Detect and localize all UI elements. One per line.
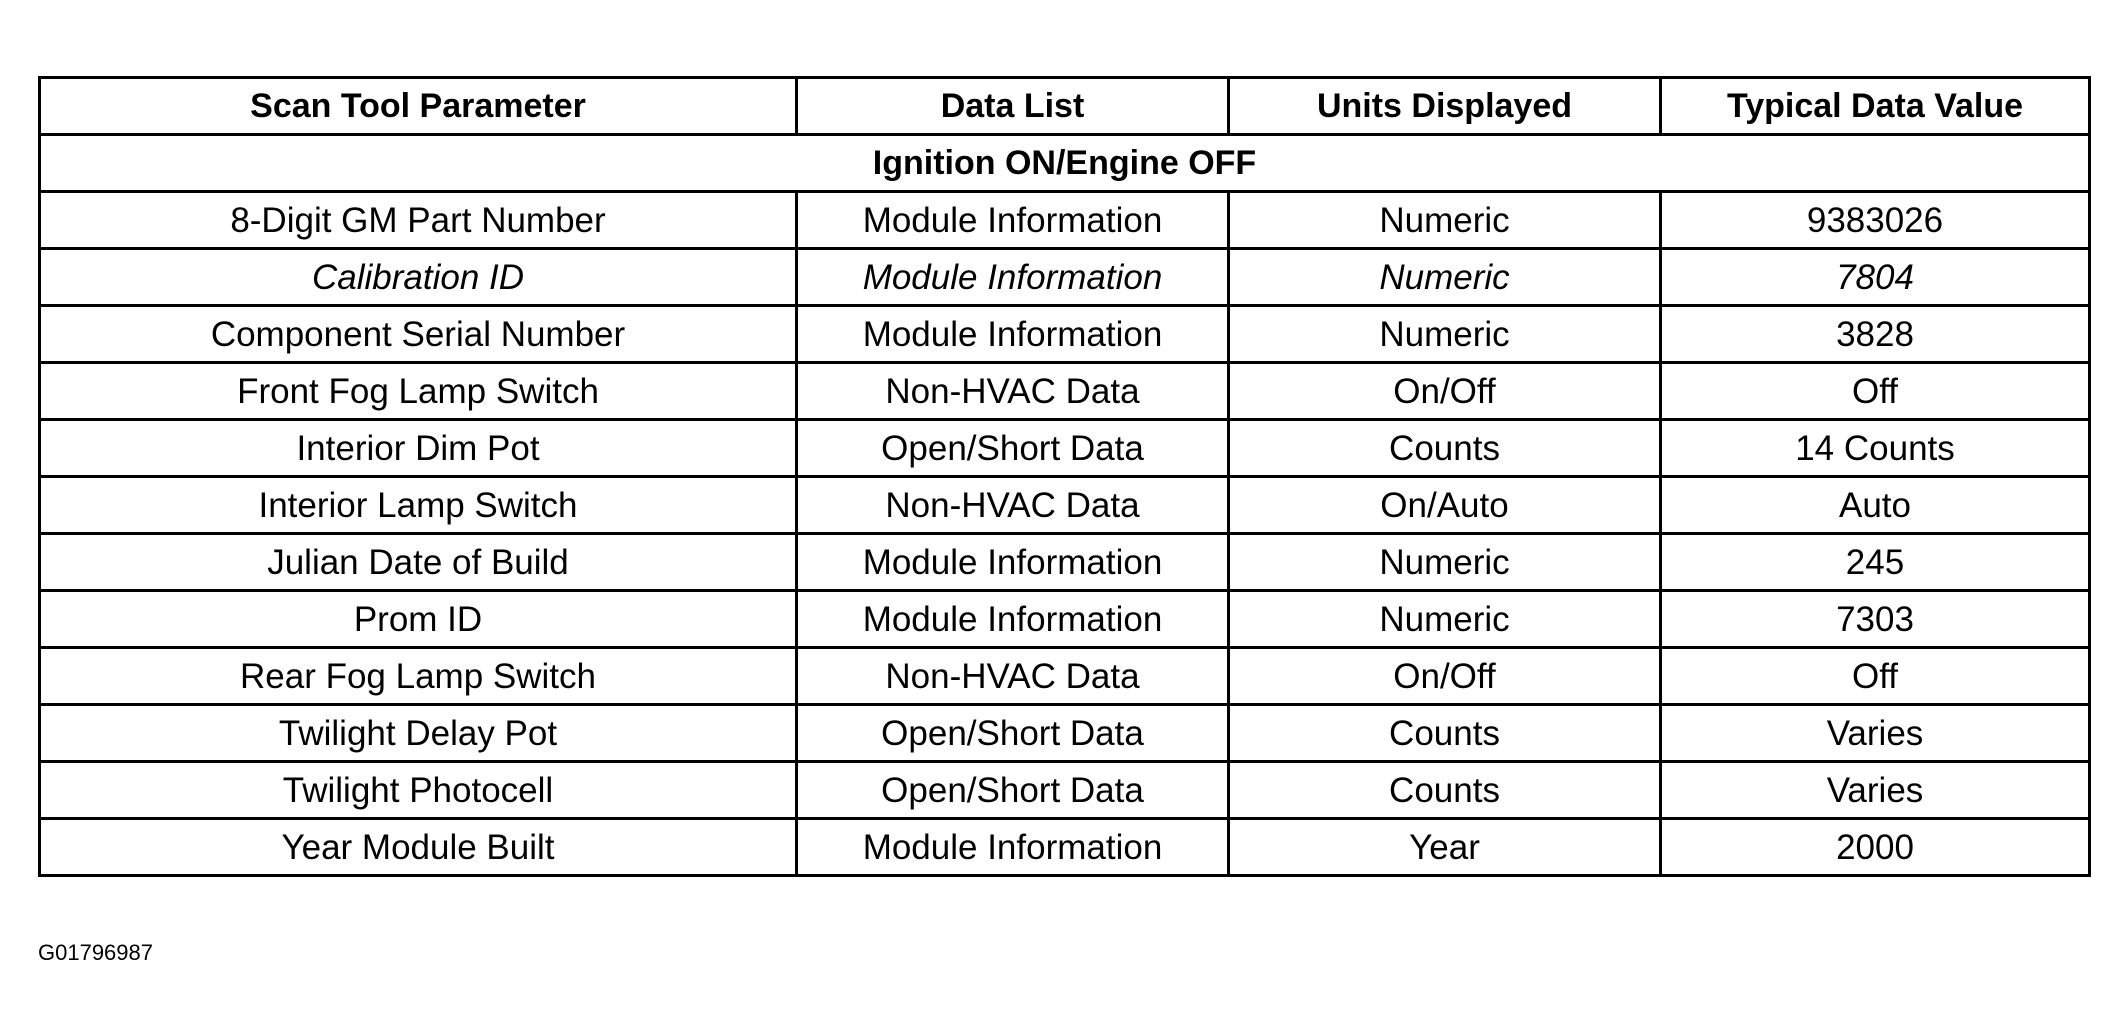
table-row	[40, 249, 2090, 306]
cell-typical-value: 2000	[1661, 819, 2090, 876]
cell-units: On/Off	[1229, 648, 1661, 705]
section-row	[40, 135, 2090, 192]
cell-parameter: 8-Digit GM Part Number	[40, 192, 797, 249]
cell-data-list: Open/Short Data	[797, 705, 1229, 762]
cell-typical-value: 245	[1661, 534, 2090, 591]
cell-parameter: Interior Lamp Switch	[40, 477, 797, 534]
table-body	[40, 135, 2090, 876]
cell-typical-value: Off	[1661, 363, 2090, 420]
cell-typical-value: 7804	[1661, 249, 2090, 306]
table-row	[40, 534, 2090, 591]
cell-units: Numeric	[1229, 591, 1661, 648]
cell-parameter: Rear Fog Lamp Switch	[40, 648, 797, 705]
cell-typical-value: Varies	[1661, 762, 2090, 819]
table-row	[40, 306, 2090, 363]
header-scan-tool-parameter: Scan Tool Parameter	[40, 78, 797, 135]
cell-data-list: Non-HVAC Data	[797, 648, 1229, 705]
cell-data-list: Module Information	[797, 306, 1229, 363]
cell-data-list: Open/Short Data	[797, 420, 1229, 477]
cell-parameter: Prom ID	[40, 591, 797, 648]
cell-parameter: Twilight Delay Pot	[40, 705, 797, 762]
cell-parameter: Front Fog Lamp Switch	[40, 363, 797, 420]
header-units-displayed: Units Displayed	[1229, 78, 1661, 135]
cell-units: Numeric	[1229, 306, 1661, 363]
cell-parameter: Calibration ID	[40, 249, 797, 306]
cell-data-list: Module Information	[797, 819, 1229, 876]
cell-data-list: Module Information	[797, 591, 1229, 648]
cell-units: Numeric	[1229, 249, 1661, 306]
cell-units: On/Auto	[1229, 477, 1661, 534]
table-row	[40, 762, 2090, 819]
cell-data-list: Module Information	[797, 249, 1229, 306]
cell-typical-value: Varies	[1661, 705, 2090, 762]
header-row	[40, 78, 2090, 135]
table-row	[40, 420, 2090, 477]
table-row	[40, 477, 2090, 534]
cell-units: Year	[1229, 819, 1661, 876]
cell-units: Numeric	[1229, 192, 1661, 249]
header-data-list: Data List	[797, 78, 1229, 135]
cell-parameter: Julian Date of Build	[40, 534, 797, 591]
cell-units: Numeric	[1229, 534, 1661, 591]
scan-tool-data-table-container	[38, 76, 2088, 877]
cell-typical-value: 3828	[1661, 306, 2090, 363]
cell-data-list: Non-HVAC Data	[797, 363, 1229, 420]
cell-parameter: Component Serial Number	[40, 306, 797, 363]
cell-data-list: Open/Short Data	[797, 762, 1229, 819]
table-row	[40, 648, 2090, 705]
table-row	[40, 591, 2090, 648]
cell-parameter: Interior Dim Pot	[40, 420, 797, 477]
cell-parameter: Twilight Photocell	[40, 762, 797, 819]
cell-typical-value: 14 Counts	[1661, 420, 2090, 477]
cell-units: Counts	[1229, 762, 1661, 819]
table-row	[40, 192, 2090, 249]
cell-units: Counts	[1229, 705, 1661, 762]
cell-typical-value: Off	[1661, 648, 2090, 705]
table-row	[40, 705, 2090, 762]
cell-typical-value: 9383026	[1661, 192, 2090, 249]
cell-typical-value: Auto	[1661, 477, 2090, 534]
figure-id-label: G01796987	[38, 940, 153, 965]
cell-data-list: Module Information	[797, 534, 1229, 591]
section-label-ignition-on-engine-off: Ignition ON/Engine OFF	[40, 135, 2090, 192]
cell-units: On/Off	[1229, 363, 1661, 420]
cell-data-list: Non-HVAC Data	[797, 477, 1229, 534]
table-row	[40, 363, 2090, 420]
table-row	[40, 819, 2090, 876]
cell-units: Counts	[1229, 420, 1661, 477]
cell-data-list: Module Information	[797, 192, 1229, 249]
cell-parameter: Year Module Built	[40, 819, 797, 876]
cell-typical-value: 7303	[1661, 591, 2090, 648]
header-typical-data-value: Typical Data Value	[1661, 78, 2090, 135]
scan-tool-data-table	[38, 76, 2091, 877]
